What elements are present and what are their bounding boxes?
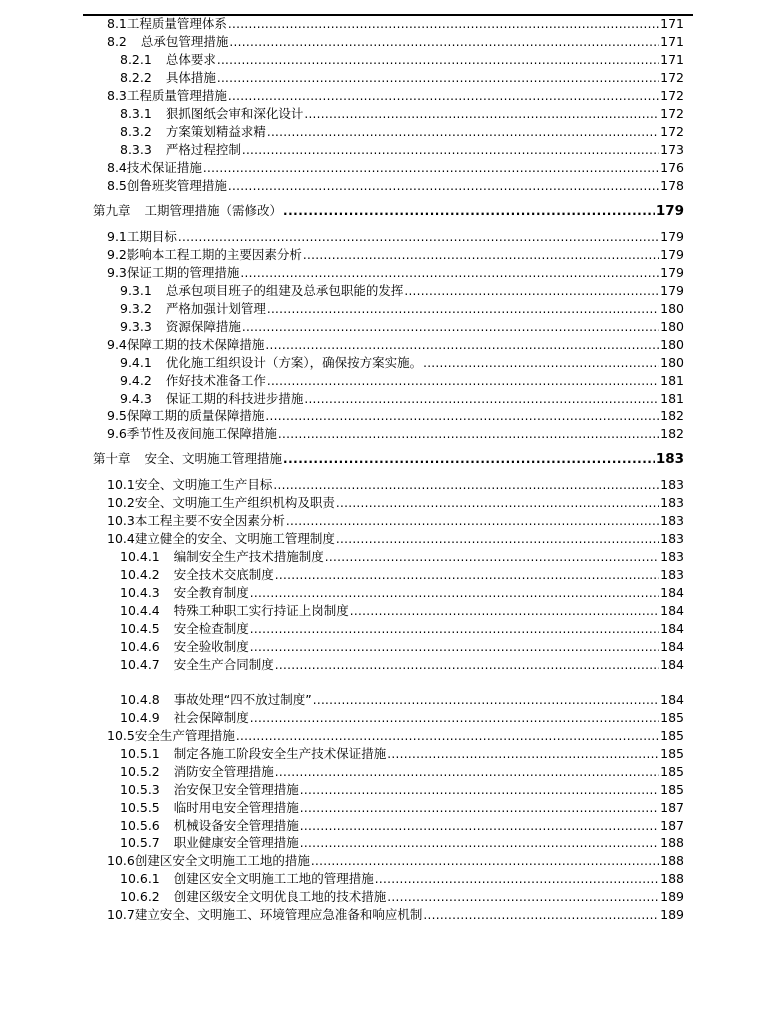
toc-entry-label: 10.4.1 编制安全生产技术措施制度 [120, 549, 324, 564]
leader-dots [304, 390, 659, 408]
leader-dots [404, 282, 659, 300]
toc-entry[interactable] [107, 246, 684, 264]
toc-page-number: 183 [655, 451, 684, 467]
toc-entry-label: 9.3.1 总承包项目班子的组建及总承包职能的发挥 [120, 283, 404, 298]
toc-chapter-entry[interactable] [93, 450, 684, 468]
toc-page-number: 185 [660, 746, 684, 761]
toc-entry[interactable] [107, 494, 684, 512]
toc-entry-label: 9.6季节性及夜间施工保障措施 [107, 426, 277, 441]
toc-entry[interactable] [120, 318, 684, 336]
leader-dots [242, 141, 659, 159]
toc-page-number: 173 [660, 142, 684, 157]
toc-entry[interactable] [120, 123, 684, 141]
toc-page-number: 180 [660, 355, 684, 370]
toc-entry-label: 10.3本工程主要不安全因素分析 [107, 513, 285, 528]
toc-page-number: 172 [660, 124, 684, 139]
toc-entry-label: 9.1工期目标 [107, 229, 177, 244]
leader-dots [286, 512, 659, 530]
toc-entry[interactable] [107, 852, 684, 870]
toc-entry[interactable] [120, 745, 684, 763]
leader-dots [278, 425, 659, 443]
toc-entry-label: 8.4技术保证措施 [107, 160, 202, 175]
leader-dots [300, 817, 659, 835]
leader-dots [240, 264, 659, 282]
toc-entry[interactable] [120, 870, 684, 888]
toc-page-number: 171 [660, 52, 684, 67]
leader-dots [283, 202, 655, 220]
leader-dots [267, 372, 659, 390]
toc-page-number: 183 [660, 495, 684, 510]
toc-page-number: 188 [660, 835, 684, 850]
toc-entry-label: 8.2.2 具体措施 [120, 70, 216, 85]
toc-page-number: 176 [660, 160, 684, 175]
toc-entry-label: 10.4.3 安全教育制度 [120, 585, 249, 600]
toc-entry[interactable] [120, 354, 684, 372]
leader-dots [228, 177, 659, 195]
toc-entry-label: 8.3.1 狠抓图纸会审和深化设计 [120, 106, 304, 121]
toc-entry-label: 10.5.5 临时用电安全管理措施 [120, 800, 299, 815]
leader-dots [178, 228, 659, 246]
toc-entry-label: 9.3保证工期的管理措施 [107, 265, 240, 280]
toc-entry[interactable] [120, 781, 684, 799]
toc-entry[interactable] [107, 264, 684, 282]
toc-entry[interactable] [120, 584, 684, 602]
toc-page-number: 189 [660, 907, 684, 922]
toc-entry-label: 10.4.8 事故处理“四不放过制度” [120, 692, 312, 707]
toc-entry[interactable] [120, 602, 684, 620]
toc-entry-label: 10.4.2 安全技术交底制度 [120, 567, 274, 582]
toc-entry-label: 10.5.7 职业健康安全管理措施 [120, 835, 299, 850]
leader-dots [228, 15, 659, 33]
leader-dots [350, 602, 659, 620]
toc-page-number: 187 [660, 800, 684, 815]
toc-entry[interactable] [120, 372, 684, 390]
toc-page-number: 172 [660, 88, 684, 103]
toc-page-number: 180 [660, 337, 684, 352]
toc-page-number: 179 [660, 265, 684, 280]
toc-entry[interactable] [107, 15, 684, 33]
toc-entry-label: 9.3.3 资源保障措施 [120, 319, 241, 334]
toc-entry[interactable] [107, 159, 684, 177]
toc-entry[interactable] [120, 709, 684, 727]
toc-entry-label: 10.5.6 机械设备安全管理措施 [120, 818, 299, 833]
leader-dots [375, 870, 659, 888]
toc-entry-label: 9.5保障工期的质量保障措施 [107, 408, 265, 423]
toc-page-number: 178 [660, 178, 684, 193]
toc-entry[interactable] [107, 476, 684, 494]
toc-page-number: 184 [660, 621, 684, 636]
toc-entry-label: 9.4.1 优化施工组织设计（方案），确保按方案实施。 [120, 355, 423, 370]
toc-entry-label: 10.4.9 社会保障制度 [120, 710, 249, 725]
toc-entry-label: 9.4保障工期的技术保障措施 [107, 337, 265, 352]
leader-dots [275, 656, 659, 674]
toc-page-number: 182 [660, 408, 684, 423]
toc-entry-label: 10.4.7 安全生产合同制度 [120, 657, 274, 672]
toc-page-number: 187 [660, 818, 684, 833]
toc-page-number: 172 [660, 70, 684, 85]
toc-entry-label: 10.7建立安全、文明施工、环境管理应急准备和响应机制 [107, 907, 423, 922]
toc-entry[interactable] [107, 33, 684, 51]
leader-dots [217, 51, 659, 69]
toc-entry[interactable] [120, 691, 684, 709]
toc-page-number: 184 [660, 657, 684, 672]
toc-entry-label: 10.4.4 特殊工种职工实行持证上岗制度 [120, 603, 349, 618]
toc-page-number: 184 [660, 692, 684, 707]
toc-entry-label: 8.3.2 方案策划精益求精 [120, 124, 266, 139]
leader-dots [336, 530, 659, 548]
toc-entry[interactable] [107, 336, 684, 354]
toc-entry[interactable] [107, 407, 684, 425]
toc-entry-label: 8.5创鲁班奖管理措施 [107, 178, 227, 193]
toc-entry-label: 10.5.3 治安保卫安全管理措施 [120, 782, 299, 797]
toc-entry[interactable] [120, 548, 684, 566]
toc-page-number: 184 [660, 603, 684, 618]
leader-dots [236, 727, 659, 745]
leader-dots [273, 476, 659, 494]
leader-dots [242, 318, 659, 336]
leader-dots [229, 33, 659, 51]
leader-dots [336, 494, 659, 512]
toc-entry-label: 第九章 工期管理措施（需修改） [93, 203, 283, 218]
toc-page-number: 182 [660, 426, 684, 441]
toc-page-number: 183 [660, 567, 684, 582]
toc-entry-label: 10.4建立健全的安全、文明施工管理制度 [107, 531, 335, 546]
leader-dots [265, 336, 659, 354]
toc-chapter-entry[interactable] [93, 202, 684, 220]
toc-page-number: 171 [660, 16, 684, 31]
toc-entry-label: 10.4.6 安全验收制度 [120, 639, 249, 654]
toc-page-number: 179 [660, 283, 684, 298]
leader-dots [313, 691, 659, 709]
leader-dots [267, 123, 659, 141]
toc-entry[interactable] [120, 834, 684, 852]
leader-dots [423, 354, 659, 372]
leader-dots [265, 407, 659, 425]
toc-entry-label: 9.4.3 保证工期的科技进步措施 [120, 391, 304, 406]
leader-dots [275, 763, 659, 781]
toc-page-number: 172 [660, 106, 684, 121]
toc-page-number: 184 [660, 585, 684, 600]
leader-dots [228, 87, 659, 105]
toc-page-number: 184 [660, 639, 684, 654]
toc-entry-label: 10.5.2 消防安全管理措施 [120, 764, 274, 779]
leader-dots [250, 709, 659, 727]
toc-page-number: 183 [660, 477, 684, 492]
toc-page-number: 171 [660, 34, 684, 49]
toc-page-number: 183 [660, 531, 684, 546]
toc-entry-label: 10.2安全、文明施工生产组织机构及职责 [107, 495, 335, 510]
toc-entry-label: 10.6.2 创建区级安全文明优良工地的技术措施 [120, 889, 387, 904]
toc-entry[interactable] [107, 727, 684, 745]
toc-page-number: 185 [660, 764, 684, 779]
toc-entry[interactable] [120, 141, 684, 159]
leader-dots [300, 781, 659, 799]
toc-entry[interactable] [107, 177, 684, 195]
toc-entry-label: 第十章 安全、文明施工管理措施 [93, 451, 283, 466]
toc-entry[interactable] [120, 763, 684, 781]
toc-entry[interactable] [120, 638, 684, 656]
toc-entry[interactable] [120, 888, 684, 906]
toc-page-number: 181 [660, 391, 684, 406]
toc-entry[interactable] [120, 300, 684, 318]
toc-entry-label: 8.1工程质量管理体系 [107, 16, 227, 31]
leader-dots [250, 584, 659, 602]
leader-dots [300, 834, 659, 852]
leader-dots [283, 450, 655, 468]
toc-page-number: 183 [660, 549, 684, 564]
toc-entry[interactable] [120, 620, 684, 638]
toc-entry-label: 10.1安全、文明施工生产目标 [107, 477, 273, 492]
leader-dots [300, 799, 659, 817]
toc-entry[interactable] [107, 512, 684, 530]
toc-page-number: 185 [660, 782, 684, 797]
leader-dots [423, 906, 659, 924]
leader-dots [387, 888, 659, 906]
toc-page-number: 179 [660, 247, 684, 262]
toc-entry-label: 8.3.3 严格过程控制 [120, 142, 241, 157]
toc-entry[interactable] [107, 87, 684, 105]
leader-dots [304, 105, 659, 123]
toc-entry[interactable] [120, 282, 684, 300]
toc-entry[interactable] [107, 425, 684, 443]
toc-page-number: 183 [660, 513, 684, 528]
toc-page-number: 180 [660, 301, 684, 316]
leader-dots [325, 548, 659, 566]
toc-entry-label: 10.5安全生产管理措施 [107, 728, 235, 743]
toc-entry-label: 9.2影响本工程工期的主要因素分析 [107, 247, 302, 262]
toc-entry-label: 8.3工程质量管理措施 [107, 88, 227, 103]
toc-page-number: 188 [660, 853, 684, 868]
toc-page-number: 180 [660, 319, 684, 334]
toc-entry[interactable] [120, 390, 684, 408]
toc-page-number: 185 [660, 710, 684, 725]
toc-entry[interactable] [107, 228, 684, 246]
toc-entry[interactable] [120, 69, 684, 87]
leader-dots [387, 745, 659, 763]
leader-dots [311, 852, 659, 870]
toc-page-number: 189 [660, 889, 684, 904]
toc-entry[interactable] [120, 566, 684, 584]
toc-entry[interactable] [120, 817, 684, 835]
toc-entry[interactable] [107, 530, 684, 548]
toc-entry-label: 9.3.2 严格加强计划管理 [120, 301, 266, 316]
toc-entry-label: 10.6创建区安全文明施工工地的措施 [107, 853, 310, 868]
toc-page-number: 179 [660, 229, 684, 244]
toc-entry[interactable] [120, 799, 684, 817]
toc-entry[interactable] [120, 105, 684, 123]
toc-entry-label: 10.4.5 安全检查制度 [120, 621, 249, 636]
toc-entry[interactable] [120, 656, 684, 674]
leader-dots [303, 246, 659, 264]
toc-page-number: 181 [660, 373, 684, 388]
toc-page-number: 179 [655, 203, 684, 219]
toc-entry[interactable] [107, 906, 684, 924]
leader-dots [275, 566, 659, 584]
toc-entry-label: 9.4.2 作好技术准备工作 [120, 373, 266, 388]
toc-page-number: 188 [660, 871, 684, 886]
leader-dots [217, 69, 659, 87]
toc-entry[interactable] [120, 51, 684, 69]
toc-page-number: 185 [660, 728, 684, 743]
leader-dots [250, 638, 659, 656]
toc-entry-label: 10.5.1 制定各施工阶段安全生产技术保证措施 [120, 746, 387, 761]
leader-dots [203, 159, 659, 177]
toc-entry-label: 10.6.1 创建区安全文明施工工地的管理措施 [120, 871, 374, 886]
leader-dots [267, 300, 659, 318]
toc-entry-label: 8.2.1 总体要求 [120, 52, 216, 67]
toc-entry-label: 8.2 总承包管理措施 [107, 34, 229, 49]
leader-dots [250, 620, 659, 638]
